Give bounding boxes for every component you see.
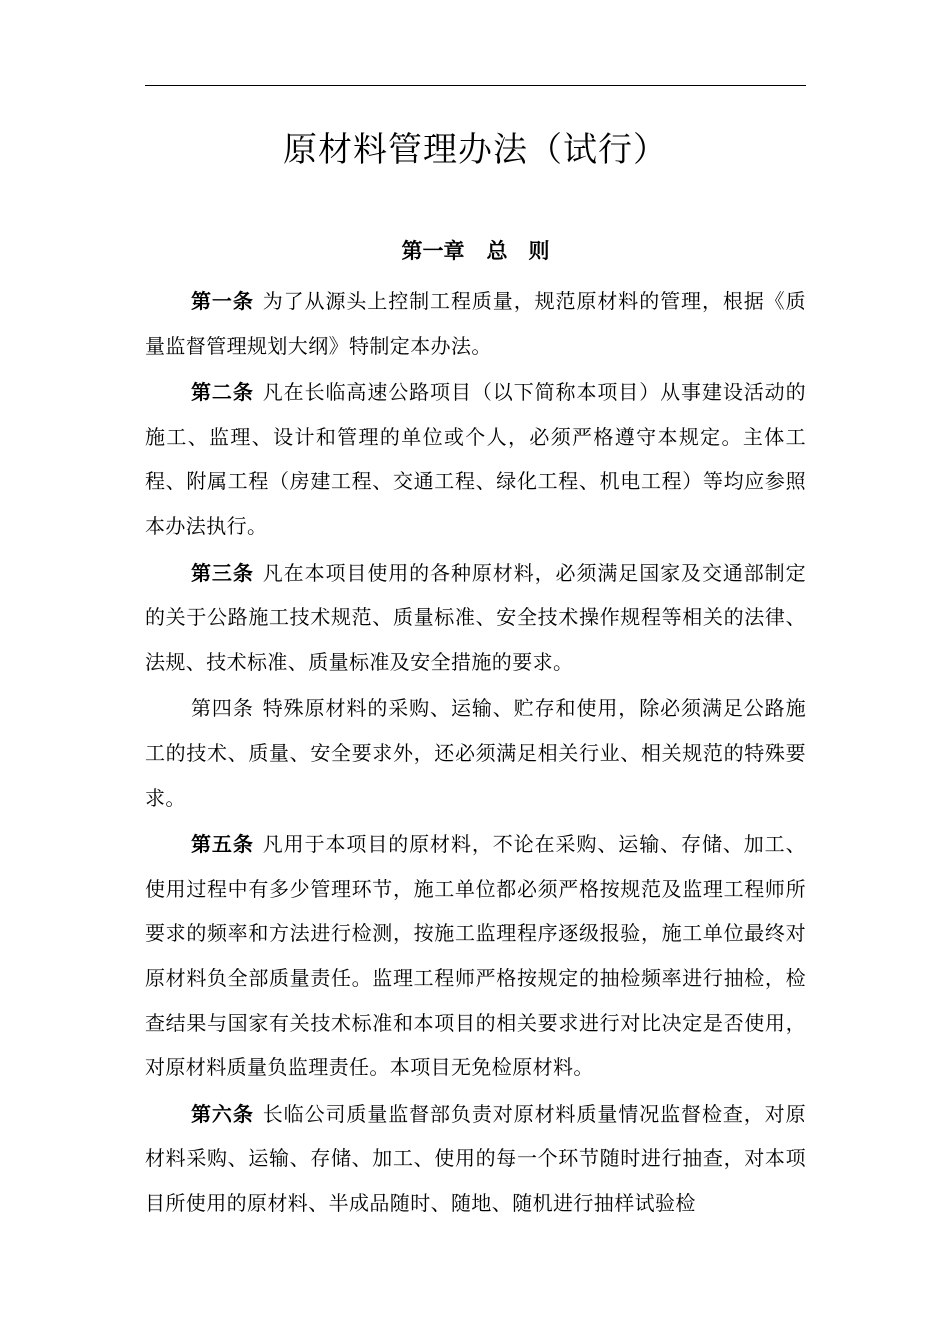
article-text: 凡在本项目使用的各种原材料，必须满足国家及交通部制定的关于公路施工技术规范、质量标准、安全技术操作规程等相关的法律、法规、技术标准、质量标准及安全措施的要求。: [145, 560, 806, 674]
article-text: 长临公司质量监督部负责对原材料质量情况监督检查，对原材料采购、运输、存储、加工、使用的每一个环节随时进行抽查，对本项目所使用的原材料、半成品随时、随地、随机进行抽样试验检: [145, 1101, 806, 1215]
article-number: 第三条: [191, 560, 254, 585]
article-1: [145, 279, 806, 368]
article-number: 第六条: [191, 1101, 254, 1126]
chapter-name: 总 则: [486, 238, 550, 263]
article-6: [145, 1092, 806, 1226]
article-text: 为了从源头上控制工程质量，规范原材料的管理，根据《质量监督管理规划大纲》特制定本办法。: [145, 289, 806, 358]
article-number: 第一条: [191, 289, 254, 313]
article-text: 凡在长临高速公路项目（以下简称本项目）从事建设活动的施工、监理、设计和管理的单位或个人，必须严格遵守本规定。主体工程、附属工程（房建工程、交通工程、绿化工程、机电工程）等均应参照本办法执行。: [145, 380, 806, 538]
article-number: 第二条: [191, 380, 254, 405]
article-number: 第四条: [191, 696, 254, 721]
article-5: [145, 822, 806, 1090]
article-3: [145, 551, 806, 685]
article-text: 凡用于本项目的原材料，不论在采购、运输、存储、加工、使用过程中有多少管理环节，施工单位都必须严格按规范及监理工程师所要求的频率和方法进行检测，按施工监理程序逐级报验，施工单位最终对原材料负全部质量责任。监理工程师严格按规定的抽检频率进行抽检，检查结果与国家有关技术标准和本项目的相关要求进行对比决定是否使用，对原材料质量负监理责任。本项目无免检原材料。: [145, 832, 806, 1080]
article-2: [145, 370, 806, 548]
article-4: [145, 686, 806, 820]
chapter-number: 第一章: [401, 238, 465, 263]
document-title: 原材料管理办法（试行）: [283, 130, 668, 170]
chapter-heading: [145, 236, 806, 266]
header-rule: [145, 85, 806, 86]
article-number: 第五条: [191, 832, 254, 857]
article-text: 特殊原材料的采购、运输、贮存和使用，除必须满足公路施工的技术、质量、安全要求外，还必须满足相关行业、相关规范的特殊要求。: [145, 696, 806, 810]
article-list: [145, 279, 806, 1227]
